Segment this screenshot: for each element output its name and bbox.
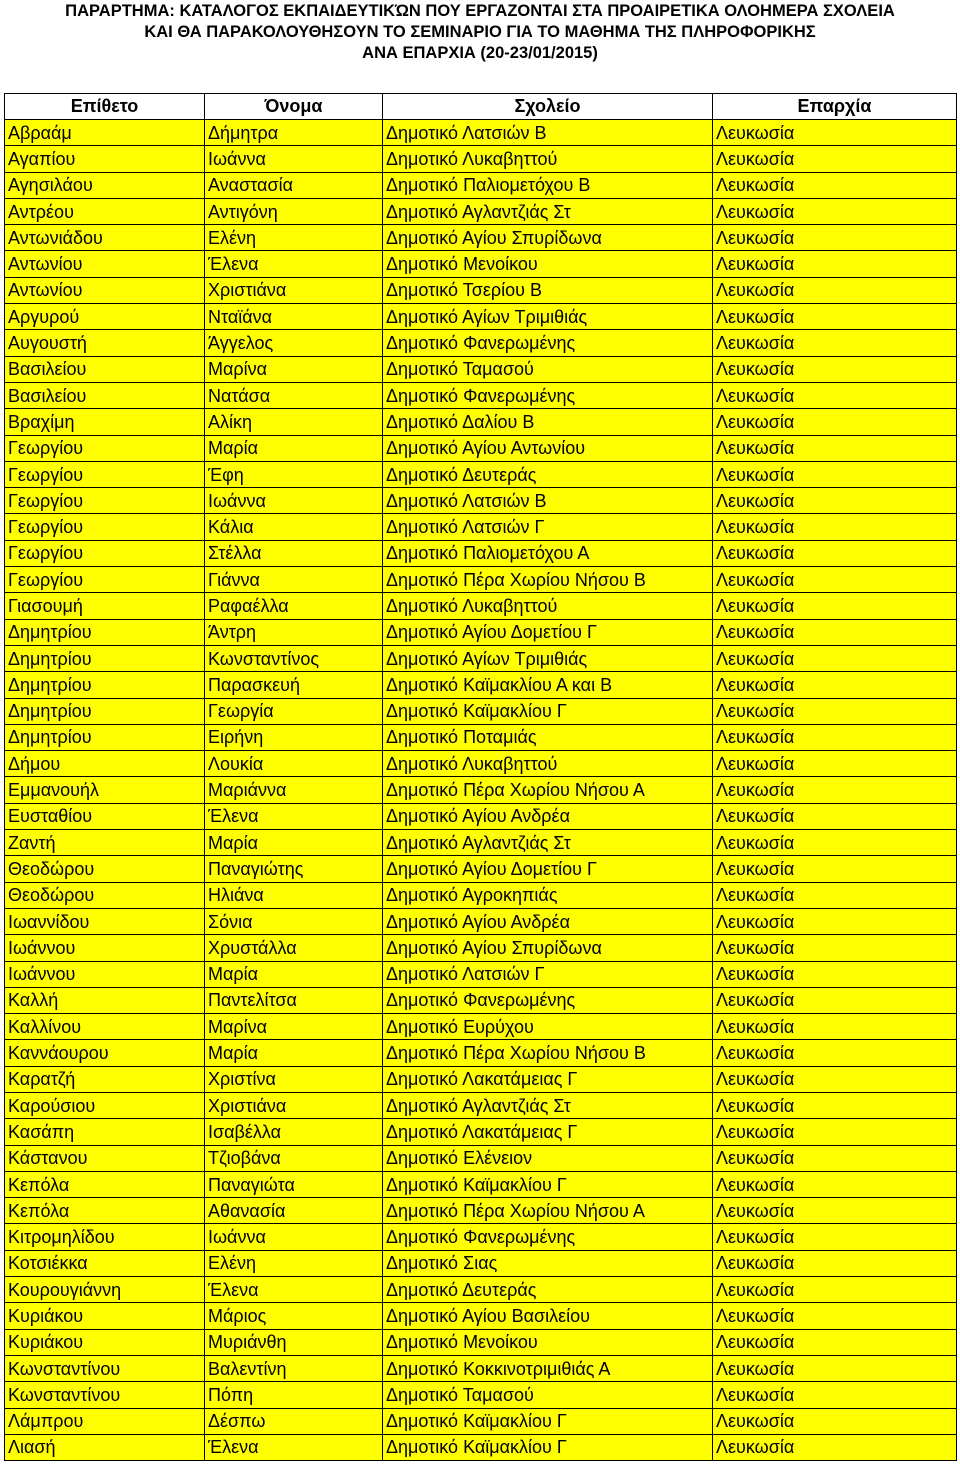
- cell-district: Λευκωσία: [713, 567, 957, 593]
- cell-surname: Βραχίμη: [5, 409, 205, 435]
- table-row: [5, 935, 957, 961]
- table-row: [5, 1092, 957, 1118]
- cell-first-name: Άγγελος: [205, 330, 383, 356]
- cell-district: Λευκωσία: [713, 645, 957, 671]
- table-row: [5, 698, 957, 724]
- table-row: [5, 987, 957, 1013]
- cell-surname: Γεωργίου: [5, 488, 205, 514]
- cell-district: Λευκωσία: [713, 672, 957, 698]
- cell-school: Δημοτικό Κοκκινοτριμιθιάς Α: [383, 1355, 713, 1381]
- cell-school: Δημοτικό Λατσιών Β: [383, 488, 713, 514]
- table-row: [5, 645, 957, 671]
- cell-school: Δημοτικό Λακατάμειας Γ: [383, 1066, 713, 1092]
- cell-school: Δημοτικό Σιας: [383, 1250, 713, 1276]
- cell-district: Λευκωσία: [713, 1355, 957, 1381]
- cell-first-name: Βαλεντίνη: [205, 1355, 383, 1381]
- cell-surname: Ζαντή: [5, 830, 205, 856]
- cell-school: Δημοτικό Μενοίκου: [383, 1329, 713, 1355]
- cell-first-name: Ραφαέλλα: [205, 593, 383, 619]
- cell-surname: Αυγουστή: [5, 330, 205, 356]
- cell-first-name: Νταϊάνα: [205, 304, 383, 330]
- cell-first-name: Αναστασία: [205, 172, 383, 198]
- cell-first-name: Τζιοβάνα: [205, 1145, 383, 1171]
- cell-surname: Αντωνίου: [5, 277, 205, 303]
- table-row: [5, 304, 957, 330]
- cell-surname: Καννάουρου: [5, 1040, 205, 1066]
- cell-district: Λευκωσία: [713, 1434, 957, 1460]
- cell-surname: Γεωργίου: [5, 567, 205, 593]
- cell-district: Λευκωσία: [713, 304, 957, 330]
- table-row: [5, 172, 957, 198]
- table-row: [5, 1066, 957, 1092]
- table-row: [5, 1145, 957, 1171]
- table-row: [5, 540, 957, 566]
- table-row: [5, 1434, 957, 1460]
- cell-surname: Δημητρίου: [5, 645, 205, 671]
- cell-first-name: Παρασκευή: [205, 672, 383, 698]
- table-row: [5, 1250, 957, 1276]
- cell-first-name: Ελένη: [205, 1250, 383, 1276]
- cell-first-name: Αθανασία: [205, 1198, 383, 1224]
- table-row: [5, 593, 957, 619]
- cell-school: Δημοτικό Πέρα Χωρίου Νήσου Α: [383, 1198, 713, 1224]
- table-body: [5, 120, 957, 1461]
- cell-district: Λευκωσία: [713, 803, 957, 829]
- cell-first-name: Μαρία: [205, 830, 383, 856]
- cell-first-name: Μαρίνα: [205, 356, 383, 382]
- cell-surname: Γεωργίου: [5, 540, 205, 566]
- table-row: [5, 514, 957, 540]
- cell-school: Δημοτικό Αγίου Ανδρέα: [383, 908, 713, 934]
- cell-district: Λευκωσία: [713, 751, 957, 777]
- cell-district: Λευκωσία: [713, 1040, 957, 1066]
- table-row: [5, 1014, 957, 1040]
- cell-school: Δημοτικό Τσερίου Β: [383, 277, 713, 303]
- cell-district: Λευκωσία: [713, 225, 957, 251]
- cell-district: Λευκωσία: [713, 409, 957, 435]
- cell-first-name: Παντελίτσα: [205, 987, 383, 1013]
- cell-school: Δημοτικό Καϊμακλίου Γ: [383, 1171, 713, 1197]
- cell-surname: Καλλίνου: [5, 1014, 205, 1040]
- cell-school: Δημοτικό Αγίου Ανδρέα: [383, 803, 713, 829]
- table-row: [5, 830, 957, 856]
- cell-district: Λευκωσία: [713, 540, 957, 566]
- cell-school: Δημοτικό Λυκαβηττού: [383, 751, 713, 777]
- table-row: [5, 198, 957, 224]
- cell-first-name: Αλίκη: [205, 409, 383, 435]
- teachers-table: [4, 93, 957, 1461]
- cell-district: Λευκωσία: [713, 1171, 957, 1197]
- cell-school: Δημοτικό Πέρα Χωρίου Νήσου Α: [383, 777, 713, 803]
- cell-school: Δημοτικό Φανερωμένης: [383, 330, 713, 356]
- cell-surname: Λάμπρου: [5, 1408, 205, 1434]
- table-row: [5, 856, 957, 882]
- title-line-2: ΚΑΙ ΘΑ ΠΑΡΑΚΟΛΟΥΘΗΣΟΥΝ ΤΟ ΣΕΜΙΝΑΡΙΟ ΓΙΑ ΤΟ ΜΑΘΗΜΑ ΤΗΣ ΠΛΗΡΟΦΟΡΙΚΗΣ: [144, 23, 816, 41]
- cell-surname: Κουρουγιάννη: [5, 1277, 205, 1303]
- cell-surname: Δημητρίου: [5, 672, 205, 698]
- cell-surname: Κεπόλα: [5, 1171, 205, 1197]
- cell-first-name: Νατάσα: [205, 382, 383, 408]
- cell-first-name: Λουκία: [205, 751, 383, 777]
- table-row: [5, 961, 957, 987]
- cell-first-name: Έλενα: [205, 251, 383, 277]
- cell-school: Δημοτικό Αγίου Βασιλείου: [383, 1303, 713, 1329]
- cell-district: Λευκωσία: [713, 698, 957, 724]
- cell-school: Δημοτικό Πέρα Χωρίου Νήσου Β: [383, 567, 713, 593]
- table-header-row: [5, 94, 957, 120]
- cell-district: Λευκωσία: [713, 1092, 957, 1118]
- cell-district: Λευκωσία: [713, 435, 957, 461]
- cell-school: Δημοτικό Παλιομετόχου Α: [383, 540, 713, 566]
- cell-surname: Δημητρίου: [5, 724, 205, 750]
- cell-district: Λευκωσία: [713, 1198, 957, 1224]
- cell-surname: Δημητρίου: [5, 619, 205, 645]
- cell-first-name: Μαριάννα: [205, 777, 383, 803]
- cell-first-name: Δέσπω: [205, 1408, 383, 1434]
- cell-surname: Ιωάννου: [5, 961, 205, 987]
- cell-school: Δημοτικό Ταμασού: [383, 1382, 713, 1408]
- cell-district: Λευκωσία: [713, 330, 957, 356]
- column-header-first-name: Όνομα: [205, 94, 383, 120]
- cell-surname: Αγησιλάου: [5, 172, 205, 198]
- cell-district: Λευκωσία: [713, 724, 957, 750]
- table-row: [5, 120, 957, 146]
- cell-first-name: Κωνσταντίνος: [205, 645, 383, 671]
- cell-first-name: Ειρήνη: [205, 724, 383, 750]
- cell-school: Δημοτικό Καϊμακλίου Γ: [383, 698, 713, 724]
- cell-surname: Γιασουμή: [5, 593, 205, 619]
- column-header-district: Επαρχία: [713, 94, 957, 120]
- cell-district: Λευκωσία: [713, 935, 957, 961]
- table-row: [5, 1224, 957, 1250]
- cell-district: Λευκωσία: [713, 277, 957, 303]
- cell-surname: Αντωνιάδου: [5, 225, 205, 251]
- cell-district: Λευκωσία: [713, 1408, 957, 1434]
- cell-surname: Αντωνίου: [5, 251, 205, 277]
- table-row: [5, 908, 957, 934]
- cell-surname: Ευσταθίου: [5, 803, 205, 829]
- cell-district: Λευκωσία: [713, 882, 957, 908]
- cell-school: Δημοτικό Λυκαβηττού: [383, 146, 713, 172]
- table-row: [5, 251, 957, 277]
- table-row: [5, 672, 957, 698]
- cell-district: Λευκωσία: [713, 251, 957, 277]
- table-row: [5, 225, 957, 251]
- cell-first-name: Έλενα: [205, 1434, 383, 1460]
- cell-district: Λευκωσία: [713, 120, 957, 146]
- table-row: [5, 1171, 957, 1197]
- cell-first-name: Μυριάνθη: [205, 1329, 383, 1355]
- column-header-school: Σχολείο: [383, 94, 713, 120]
- cell-school: Δημοτικό Φανερωμένης: [383, 987, 713, 1013]
- cell-first-name: Στέλλα: [205, 540, 383, 566]
- cell-school: Δημοτικό Ποταμιάς: [383, 724, 713, 750]
- cell-first-name: Αντιγόνη: [205, 198, 383, 224]
- table-row: [5, 435, 957, 461]
- table-row: [5, 1382, 957, 1408]
- cell-school: Δημοτικό Λυκαβηττού: [383, 593, 713, 619]
- cell-school: Δημοτικό Αγίου Σπυρίδωνα: [383, 225, 713, 251]
- cell-surname: Αγαπίου: [5, 146, 205, 172]
- cell-surname: Κωνσταντίνου: [5, 1382, 205, 1408]
- cell-district: Λευκωσία: [713, 1382, 957, 1408]
- column-header-surname: Επίθετο: [5, 94, 205, 120]
- cell-district: Λευκωσία: [713, 461, 957, 487]
- cell-school: Δημοτικό Δαλίου Β: [383, 409, 713, 435]
- cell-first-name: Χριστιάνα: [205, 277, 383, 303]
- table-row: [5, 1119, 957, 1145]
- cell-first-name: Πόπη: [205, 1382, 383, 1408]
- cell-school: Δημοτικό Ευρύχου: [383, 1014, 713, 1040]
- cell-school: Δημοτικό Αγίων Τριμιθιάς: [383, 304, 713, 330]
- cell-surname: Κασάπη: [5, 1119, 205, 1145]
- cell-school: Δημοτικό Ταμασού: [383, 356, 713, 382]
- cell-first-name: Γιάννα: [205, 567, 383, 593]
- cell-district: Λευκωσία: [713, 356, 957, 382]
- cell-first-name: Ιωάννα: [205, 488, 383, 514]
- table-row: [5, 382, 957, 408]
- table-row: [5, 277, 957, 303]
- cell-surname: Δημητρίου: [5, 698, 205, 724]
- cell-school: Δημοτικό Πέρα Χωρίου Νήσου Β: [383, 1040, 713, 1066]
- cell-surname: Εμμανουήλ: [5, 777, 205, 803]
- table-row: [5, 751, 957, 777]
- table-row: [5, 619, 957, 645]
- cell-surname: Κυριάκου: [5, 1329, 205, 1355]
- cell-first-name: Σόνια: [205, 908, 383, 934]
- cell-district: Λευκωσία: [713, 830, 957, 856]
- cell-district: Λευκωσία: [713, 908, 957, 934]
- document-title: [0, 0, 960, 88]
- cell-district: Λευκωσία: [713, 198, 957, 224]
- cell-district: Λευκωσία: [713, 382, 957, 408]
- cell-surname: Δήμου: [5, 751, 205, 777]
- cell-surname: Βασιλείου: [5, 382, 205, 408]
- cell-surname: Θεοδώρου: [5, 856, 205, 882]
- cell-district: Λευκωσία: [713, 1066, 957, 1092]
- table-row: [5, 1040, 957, 1066]
- table-row: [5, 409, 957, 435]
- cell-school: Δημοτικό Μενοίκου: [383, 251, 713, 277]
- cell-first-name: Άντρη: [205, 619, 383, 645]
- cell-district: Λευκωσία: [713, 961, 957, 987]
- cell-surname: Ιωαννίδου: [5, 908, 205, 934]
- table-row: [5, 461, 957, 487]
- cell-surname: Αντρέου: [5, 198, 205, 224]
- cell-school: Δημοτικό Καϊμακλίου Γ: [383, 1408, 713, 1434]
- cell-district: Λευκωσία: [713, 987, 957, 1013]
- table-row: [5, 803, 957, 829]
- cell-surname: Κυριάκου: [5, 1303, 205, 1329]
- cell-school: Δημοτικό Λατσιών Γ: [383, 514, 713, 540]
- cell-district: Λευκωσία: [713, 1145, 957, 1171]
- cell-first-name: Έλενα: [205, 1277, 383, 1303]
- cell-first-name: Ηλιάνα: [205, 882, 383, 908]
- table-row: [5, 488, 957, 514]
- cell-school: Δημοτικό Δευτεράς: [383, 1277, 713, 1303]
- cell-school: Δημοτικό Αγίου Δομετίου Γ: [383, 619, 713, 645]
- cell-surname: Κεπόλα: [5, 1198, 205, 1224]
- cell-school: Δημοτικό Αγίων Τριμιθιάς: [383, 645, 713, 671]
- cell-first-name: Παναγιώτα: [205, 1171, 383, 1197]
- cell-surname: Καλλή: [5, 987, 205, 1013]
- cell-surname: Καρατζή: [5, 1066, 205, 1092]
- title-line-1: ΠΑΡΑΡΤΗΜΑ: ΚΑΤΑΛΟΓΟΣ ΕΚΠΑΙΔΕΥΤΙΚΏΝ ΠΟΥ ΕΡΓΑΖΟΝΤΑΙ ΣΤΑ ΠΡΟΑΙΡΕΤΙΚΑ ΟΛΟΗΜΕΡΑ ΣΧΟΛΕΙΑ: [65, 2, 895, 20]
- cell-first-name: Έλενα: [205, 803, 383, 829]
- cell-school: Δημοτικό Λατσιών Β: [383, 120, 713, 146]
- cell-school: Δημοτικό Ελένειον: [383, 1145, 713, 1171]
- table-row: [5, 146, 957, 172]
- cell-first-name: Κάλια: [205, 514, 383, 540]
- cell-first-name: Μάριος: [205, 1303, 383, 1329]
- cell-district: Λευκωσία: [713, 1014, 957, 1040]
- cell-first-name: Χρυστάλλα: [205, 935, 383, 961]
- cell-first-name: Μαρία: [205, 961, 383, 987]
- table-row: [5, 1198, 957, 1224]
- cell-first-name: Μαρία: [205, 435, 383, 461]
- cell-surname: Καρούσιου: [5, 1092, 205, 1118]
- cell-surname: Ιωάννου: [5, 935, 205, 961]
- cell-district: Λευκωσία: [713, 1224, 957, 1250]
- table-row: [5, 882, 957, 908]
- table-row: [5, 1277, 957, 1303]
- cell-surname: Αργυρού: [5, 304, 205, 330]
- cell-surname: Κοτσιέκκα: [5, 1250, 205, 1276]
- cell-district: Λευκωσία: [713, 1303, 957, 1329]
- cell-first-name: Ισαβέλλα: [205, 1119, 383, 1145]
- cell-surname: Αβραάμ: [5, 120, 205, 146]
- cell-surname: Γεωργίου: [5, 461, 205, 487]
- cell-school: Δημοτικό Καϊμακλίου Γ: [383, 1434, 713, 1460]
- cell-first-name: Γεωργία: [205, 698, 383, 724]
- cell-surname: Λιασή: [5, 1434, 205, 1460]
- cell-surname: Κιτρομηλίδου: [5, 1224, 205, 1250]
- cell-surname: Γεωργίου: [5, 435, 205, 461]
- cell-district: Λευκωσία: [713, 488, 957, 514]
- cell-district: Λευκωσία: [713, 619, 957, 645]
- cell-school: Δημοτικό Αγλαντζιάς Στ: [383, 198, 713, 224]
- cell-first-name: Χριστιάνα: [205, 1092, 383, 1118]
- cell-school: Δημοτικό Αγίου Σπυρίδωνα: [383, 935, 713, 961]
- cell-school: Δημοτικό Αγροκηπιάς: [383, 882, 713, 908]
- cell-school: Δημοτικό Αγίου Αντωνίου: [383, 435, 713, 461]
- cell-surname: Κωνσταντίνου: [5, 1355, 205, 1381]
- cell-district: Λευκωσία: [713, 514, 957, 540]
- cell-district: Λευκωσία: [713, 856, 957, 882]
- cell-school: Δημοτικό Αγλαντζιάς Στ: [383, 1092, 713, 1118]
- title-line-3: ΑΝΑ ΕΠΑΡΧΙΑ (20-23/01/2015): [362, 44, 598, 62]
- table-row: [5, 1355, 957, 1381]
- cell-first-name: Έφη: [205, 461, 383, 487]
- table-row: [5, 1408, 957, 1434]
- cell-school: Δημοτικό Αγίου Δομετίου Γ: [383, 856, 713, 882]
- cell-school: Δημοτικό Δευτεράς: [383, 461, 713, 487]
- cell-district: Λευκωσία: [713, 172, 957, 198]
- cell-school: Δημοτικό Λακατάμειας Γ: [383, 1119, 713, 1145]
- cell-district: Λευκωσία: [713, 1119, 957, 1145]
- cell-surname: Κάστανου: [5, 1145, 205, 1171]
- cell-school: Δημοτικό Καϊμακλίου Α και Β: [383, 672, 713, 698]
- table-row: [5, 356, 957, 382]
- table-row: [5, 1303, 957, 1329]
- cell-school: Δημοτικό Φανερωμένης: [383, 1224, 713, 1250]
- table-row: [5, 567, 957, 593]
- cell-surname: Θεοδώρου: [5, 882, 205, 908]
- cell-first-name: Ελένη: [205, 225, 383, 251]
- cell-first-name: Μαρίνα: [205, 1014, 383, 1040]
- cell-school: Δημοτικό Φανερωμένης: [383, 382, 713, 408]
- cell-first-name: Ιωάννα: [205, 1224, 383, 1250]
- cell-first-name: Χριστίνα: [205, 1066, 383, 1092]
- cell-school: Δημοτικό Αγλαντζιάς Στ: [383, 830, 713, 856]
- table-row: [5, 724, 957, 750]
- table-row: [5, 330, 957, 356]
- cell-district: Λευκωσία: [713, 1329, 957, 1355]
- cell-surname: Βασιλείου: [5, 356, 205, 382]
- cell-first-name: Μαρία: [205, 1040, 383, 1066]
- cell-district: Λευκωσία: [713, 1277, 957, 1303]
- table-row: [5, 777, 957, 803]
- cell-surname: Γεωργίου: [5, 514, 205, 540]
- table-row: [5, 1329, 957, 1355]
- cell-school: Δημοτικό Λατσιών Γ: [383, 961, 713, 987]
- cell-first-name: Ιωάννα: [205, 146, 383, 172]
- cell-district: Λευκωσία: [713, 593, 957, 619]
- cell-first-name: Δήμητρα: [205, 120, 383, 146]
- cell-school: Δημοτικό Παλιομετόχου Β: [383, 172, 713, 198]
- cell-first-name: Παναγιώτης: [205, 856, 383, 882]
- cell-district: Λευκωσία: [713, 777, 957, 803]
- cell-district: Λευκωσία: [713, 146, 957, 172]
- cell-district: Λευκωσία: [713, 1250, 957, 1276]
